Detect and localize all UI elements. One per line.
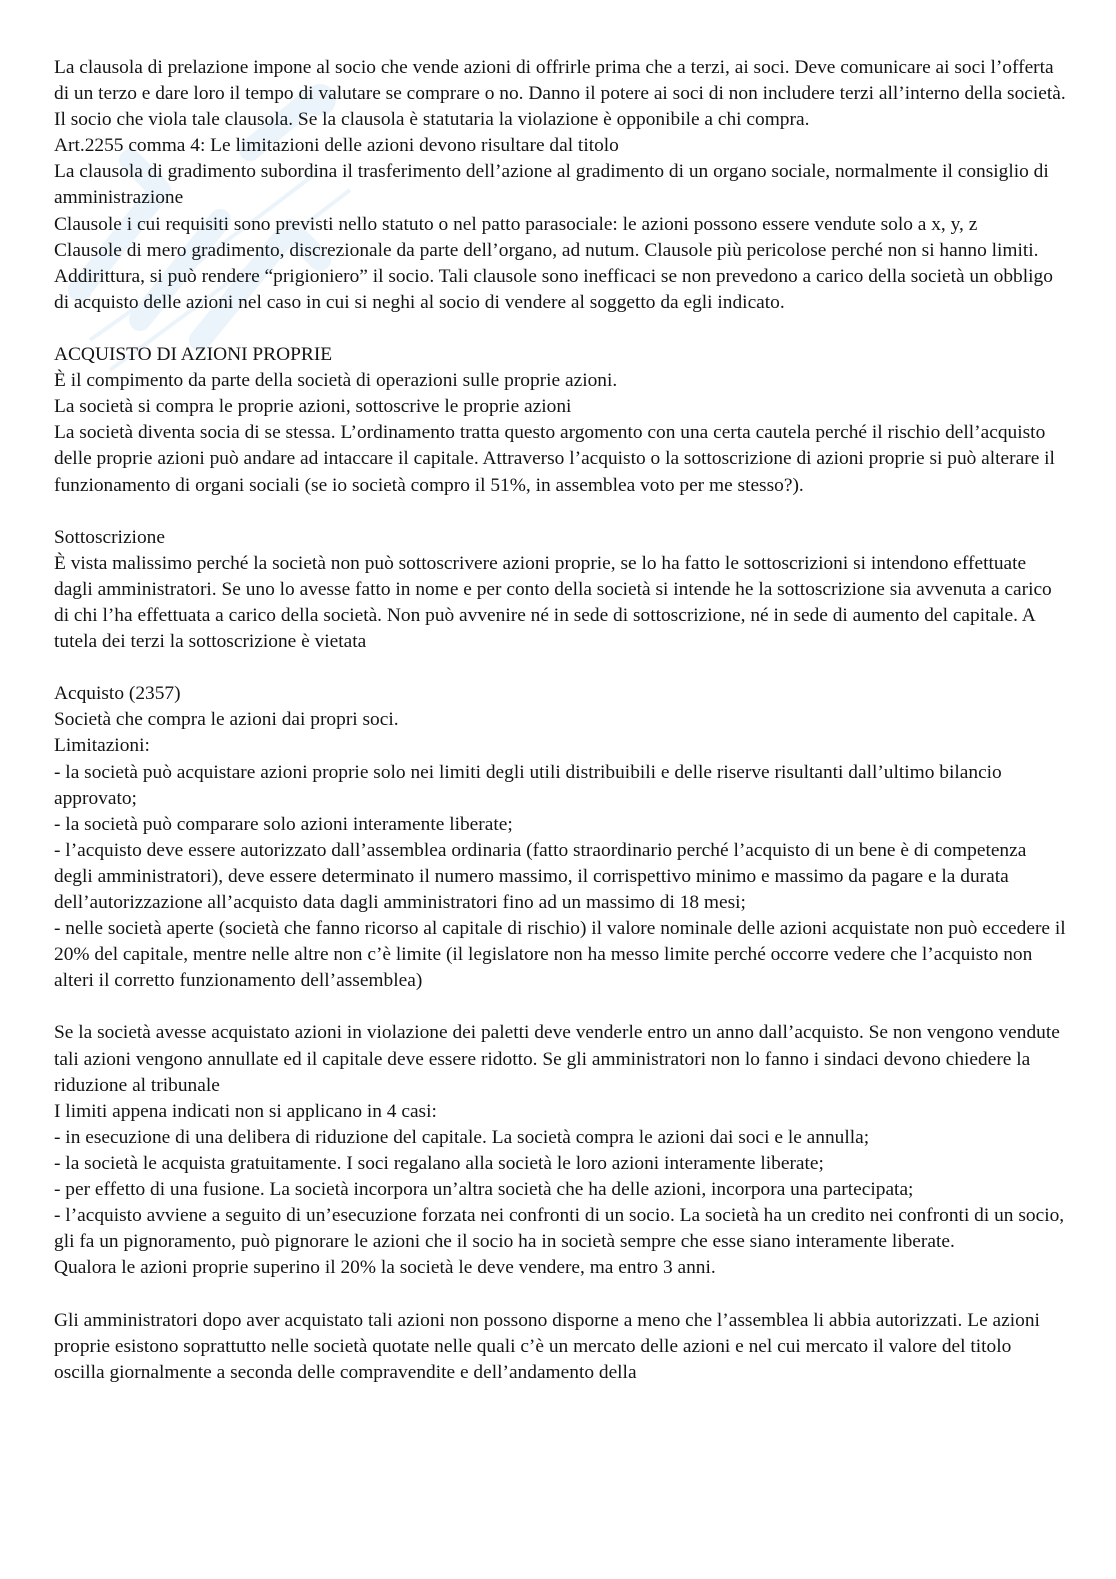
section-heading: ACQUISTO DI AZIONI PROPRIE bbox=[54, 344, 333, 366]
list-item: - la società può comparare solo azioni interamente liberate; bbox=[54, 813, 513, 835]
paragraph: Il socio che viola tale clausola. Se la clausola è statutaria la violazione è opponibile a chi compra. bbox=[54, 109, 810, 131]
list-item: - l’acquisto deve essere autorizzato dall’assemblea ordinaria (fatto straordinario perché l’acquisto di un bene è di competenza degli amministratori), deve essere determinato il numero massimo, il corrispettivo minimo e massimo da pagare e la durata dell’autorizzazione all’acquisto data dagli amministratori fino ad un massimo di 18 mesi; bbox=[54, 839, 1027, 913]
paragraph: Clausole di mero gradimento, discrezionale da parte dell’organo, ad nutum. Clausole più pericolose perché non si hanno limiti. Addirittura, si può rendere “prigioniero” il socio. Tali clausole sono inefficaci se non prevedono a carico della società un obbligo di acquisto delle azioni nel caso in cui si neghi al socio di vendere al soggetto da egli indicato. bbox=[54, 239, 1053, 313]
paragraph: I limiti appena indicati non si applicano in 4 casi: bbox=[54, 1100, 437, 1122]
list-item: - l’acquisto avviene a seguito di un’esecuzione forzata nei confronti di un socio. La società ha un credito nei confronti di un socio, gli fa un pignoramento, può pignorare le azioni che il socio ha in società sempre che esse siano interamente liberate. bbox=[54, 1205, 1065, 1253]
list-item: - in esecuzione di una delibera di riduzione del capitale. La società compra le azioni dai soci e le annulla; bbox=[54, 1126, 870, 1148]
paragraph: Qualora le azioni proprie superino il 20% la società le deve vendere, ma entro 3 anni. bbox=[54, 1257, 716, 1279]
paragraph: Società che compra le azioni dai propri soci. bbox=[54, 709, 399, 731]
paragraph: La società diventa socia di se stessa. L’ordinamento tratta questo argomento con una certa cautela perché il rischio dell’acquisto delle proprie azioni può andare ad intaccare il capitale. Attraverso l’acquisto o la sottoscrizione di azioni proprie si può alterare il funzionamento di organi sociali (se io società compro il 51%, in assemblea voto per me stesso?). bbox=[54, 422, 1055, 496]
subheading: Acquisto (2357) bbox=[54, 683, 181, 705]
paragraph: È il compimento da parte della società di operazioni sulle proprie azioni. bbox=[54, 370, 618, 392]
paragraph-gap bbox=[54, 1281, 1066, 1307]
subheading: Sottoscrizione bbox=[54, 526, 165, 548]
paragraph: La società si compra le proprie azioni, sottoscrive le proprie azioni bbox=[54, 396, 572, 418]
list-item: - la società le acquista gratuitamente. I soci regalano alla società le loro azioni interamente liberate; bbox=[54, 1152, 824, 1174]
paragraph: Art.2255 comma 4: Le limitazioni delle azioni devono risultare dal titolo bbox=[54, 135, 619, 157]
paragraph: La clausola di prelazione impone al socio che vende azioni di offrirle prima che a terzi, ai soci. Deve comunicare ai soci l’offerta di un terzo e dare loro il tempo di valutare se comprare o no. Danno il potere ai soci di non includere terzi all’interno della società. bbox=[54, 57, 1066, 105]
list-item: - nelle società aperte (società che fanno ricorso al capitale di rischio) il valore nominale delle azioni acquistate non può eccedere il 20% del capitale, mentre nelle altre non c’è limite (il legislatore non ha messo limite perché occorre vedere che l’acquisto non alteri il corretto funzionamento dell’assemblea) bbox=[54, 918, 1066, 992]
paragraph-gap bbox=[54, 316, 1066, 342]
list-item: - la società può acquistare azioni proprie solo nei limiti degli utili distribuibili e delle riserve risultanti dall’ultimo bilancio approvato; bbox=[54, 761, 1002, 809]
paragraph-gap bbox=[54, 994, 1066, 1020]
paragraph: È vista malissimo perché la società non può sottoscrivere azioni proprie, se lo ha fatto le sottoscrizioni si intendono effettuate dagli amministratori. Se uno lo avesse fatto in nome e per conto della società si intende he la sottoscrizione sia avvenuta a carico di chi l’ha effettuata a carico della società. Non può avvenire né in sede di sottoscrizione, né in sede di aumento del capitale. A tutela dei terzi la sottoscrizione è vietata bbox=[54, 552, 1052, 653]
list-item: - per effetto di una fusione. La società incorpora un’altra società che ha delle azioni, incorpora una partecipata; bbox=[54, 1179, 914, 1201]
paragraph: Gli amministratori dopo aver acquistato tali azioni non possono disporne a meno che l’assemblea li abbia autorizzati. Le azioni proprie esistono soprattutto nelle società quotate nelle quali c’è un mercato delle azioni e nel cui mercato il valore del titolo oscilla giornalmente a seconda delle compravendite e dell’andamento della bbox=[54, 1309, 1040, 1383]
document-body bbox=[54, 55, 1066, 1386]
paragraph: Clausole i cui requisiti sono previsti nello statuto o nel patto parasociale: le azioni possono essere vendute solo a x, y, z bbox=[54, 213, 978, 235]
subheading: Limitazioni: bbox=[54, 735, 150, 757]
paragraph: La clausola di gradimento subordina il trasferimento dell’azione al gradimento di un organo sociale, normalmente il consiglio di amministrazione bbox=[54, 161, 1049, 209]
paragraph-gap bbox=[54, 499, 1066, 525]
paragraph: Se la società avesse acquistato azioni in violazione dei paletti deve venderle entro un anno dall’acquisto. Se non vengono vendute tali azioni vengono annullate ed il capitale deve essere ridotto. Se gli amministratori non lo fanno i sindaci devono chiedere la riduzione al tribunale bbox=[54, 1022, 1060, 1096]
paragraph-gap bbox=[54, 655, 1066, 681]
